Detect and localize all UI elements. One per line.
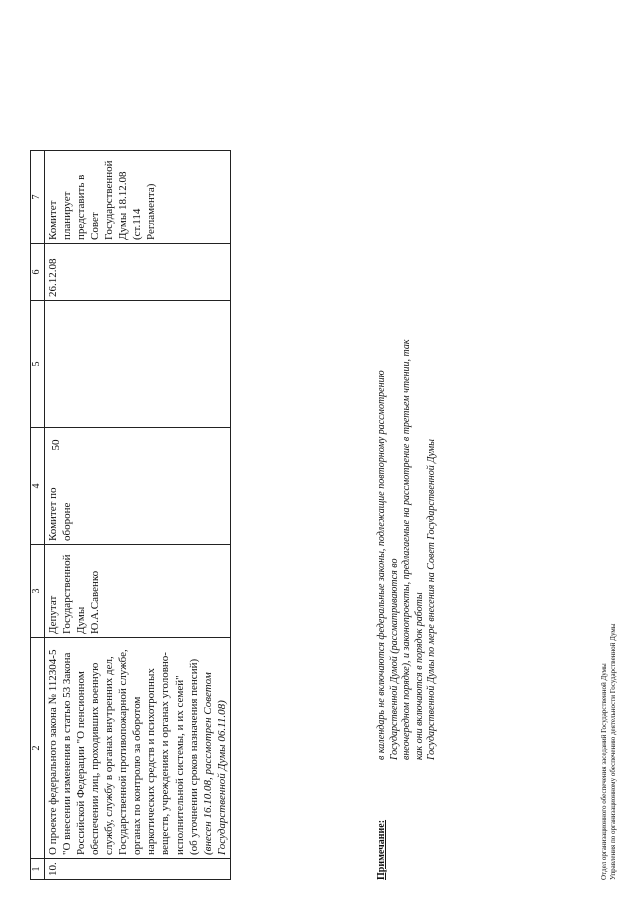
remark-line: Государственной [103, 160, 116, 240]
bill-description-line: веществ, учреждениях и органах уголовно- [159, 652, 172, 855]
remark-cell [44, 151, 230, 244]
initiator-cell [44, 545, 230, 638]
note-line: внеочередном порядке), и законопроекты, предлагаемые на рассмотрение в третьем чтении, так как они включаются в порядок работы [401, 339, 425, 760]
bill-description-line: исполнительной системы, и их семей" [173, 675, 186, 855]
page-number: 50 [50, 439, 62, 451]
bill-description-line: Российской Федерации "О пенсионном [74, 671, 87, 855]
table-header-row [31, 151, 45, 880]
bill-description-line: О проекте федерального закона № 112304-5 [46, 649, 59, 855]
header-col-1: 1 [31, 859, 45, 880]
remark-line: Комитет планирует [46, 191, 73, 240]
row-number: 10. [44, 859, 230, 880]
note-line: Государственной Думы по мере внесения на Совет Государственной Думы [426, 439, 437, 760]
committee-line: Комитет по [46, 487, 59, 541]
bill-description-line: (об уточнении сроков назначения пенсий) [187, 658, 200, 855]
table-row [44, 151, 230, 880]
committee-cell [44, 428, 230, 545]
calendar-table [30, 150, 231, 880]
date-cell: 26.12.08 [44, 244, 230, 301]
col5-cell [44, 301, 230, 428]
bill-status-line: (внесен 16.10.08, рассмотрен Советом [201, 672, 214, 855]
initiator-line: Государственной [60, 554, 73, 634]
initiator-line: Думы [74, 606, 87, 634]
footer [600, 380, 618, 880]
bill-description [44, 638, 230, 859]
bill-description-line: службу, службу в органах внутренних дел, [103, 656, 116, 855]
footer-line: Управления по организационному обеспечению деятельности Государственной Думы [609, 623, 618, 880]
note-line: в календарь не включаются федеральные законы, подлежащие повторному рассмотрению Государственной Думой (рассматриваются во [376, 370, 400, 760]
header-col-5: 5 [31, 301, 45, 428]
bill-description-line: обеспечении лиц, проходивших военную [89, 662, 102, 855]
header-col-6: 6 [31, 244, 45, 301]
committee-line: обороне [60, 502, 73, 541]
header-col-4: 4 [31, 428, 45, 545]
remark-line: представить в Совет [74, 174, 102, 240]
initiator-line: Депутат [46, 595, 59, 634]
note-label: Примечание: [376, 819, 387, 880]
initiator-line: Ю.А.Савенко [89, 570, 102, 634]
remark-line: Думы 18.12.08 [117, 171, 130, 240]
bill-description-line: наркотических средств и психотропных [145, 668, 158, 855]
bill-description-line: органах по контролю за оборотом [131, 696, 144, 855]
bill-description-line: "О внесении изменения в статью 53 Закона [60, 652, 73, 855]
bill-status-line: Государственной Думы 06.11.08) [215, 700, 228, 855]
header-col-3: 3 [31, 545, 45, 638]
header-col-2: 2 [31, 638, 45, 859]
header-col-7: 7 [31, 151, 45, 244]
footer-line: Отдел организационного обеспечения заседаний Государственной Думы [600, 663, 608, 880]
bill-description-line: Государственной противопожарной службе, [117, 649, 130, 855]
remark-line: (ст.114 Регламента) [131, 183, 158, 240]
note-text [376, 330, 439, 760]
